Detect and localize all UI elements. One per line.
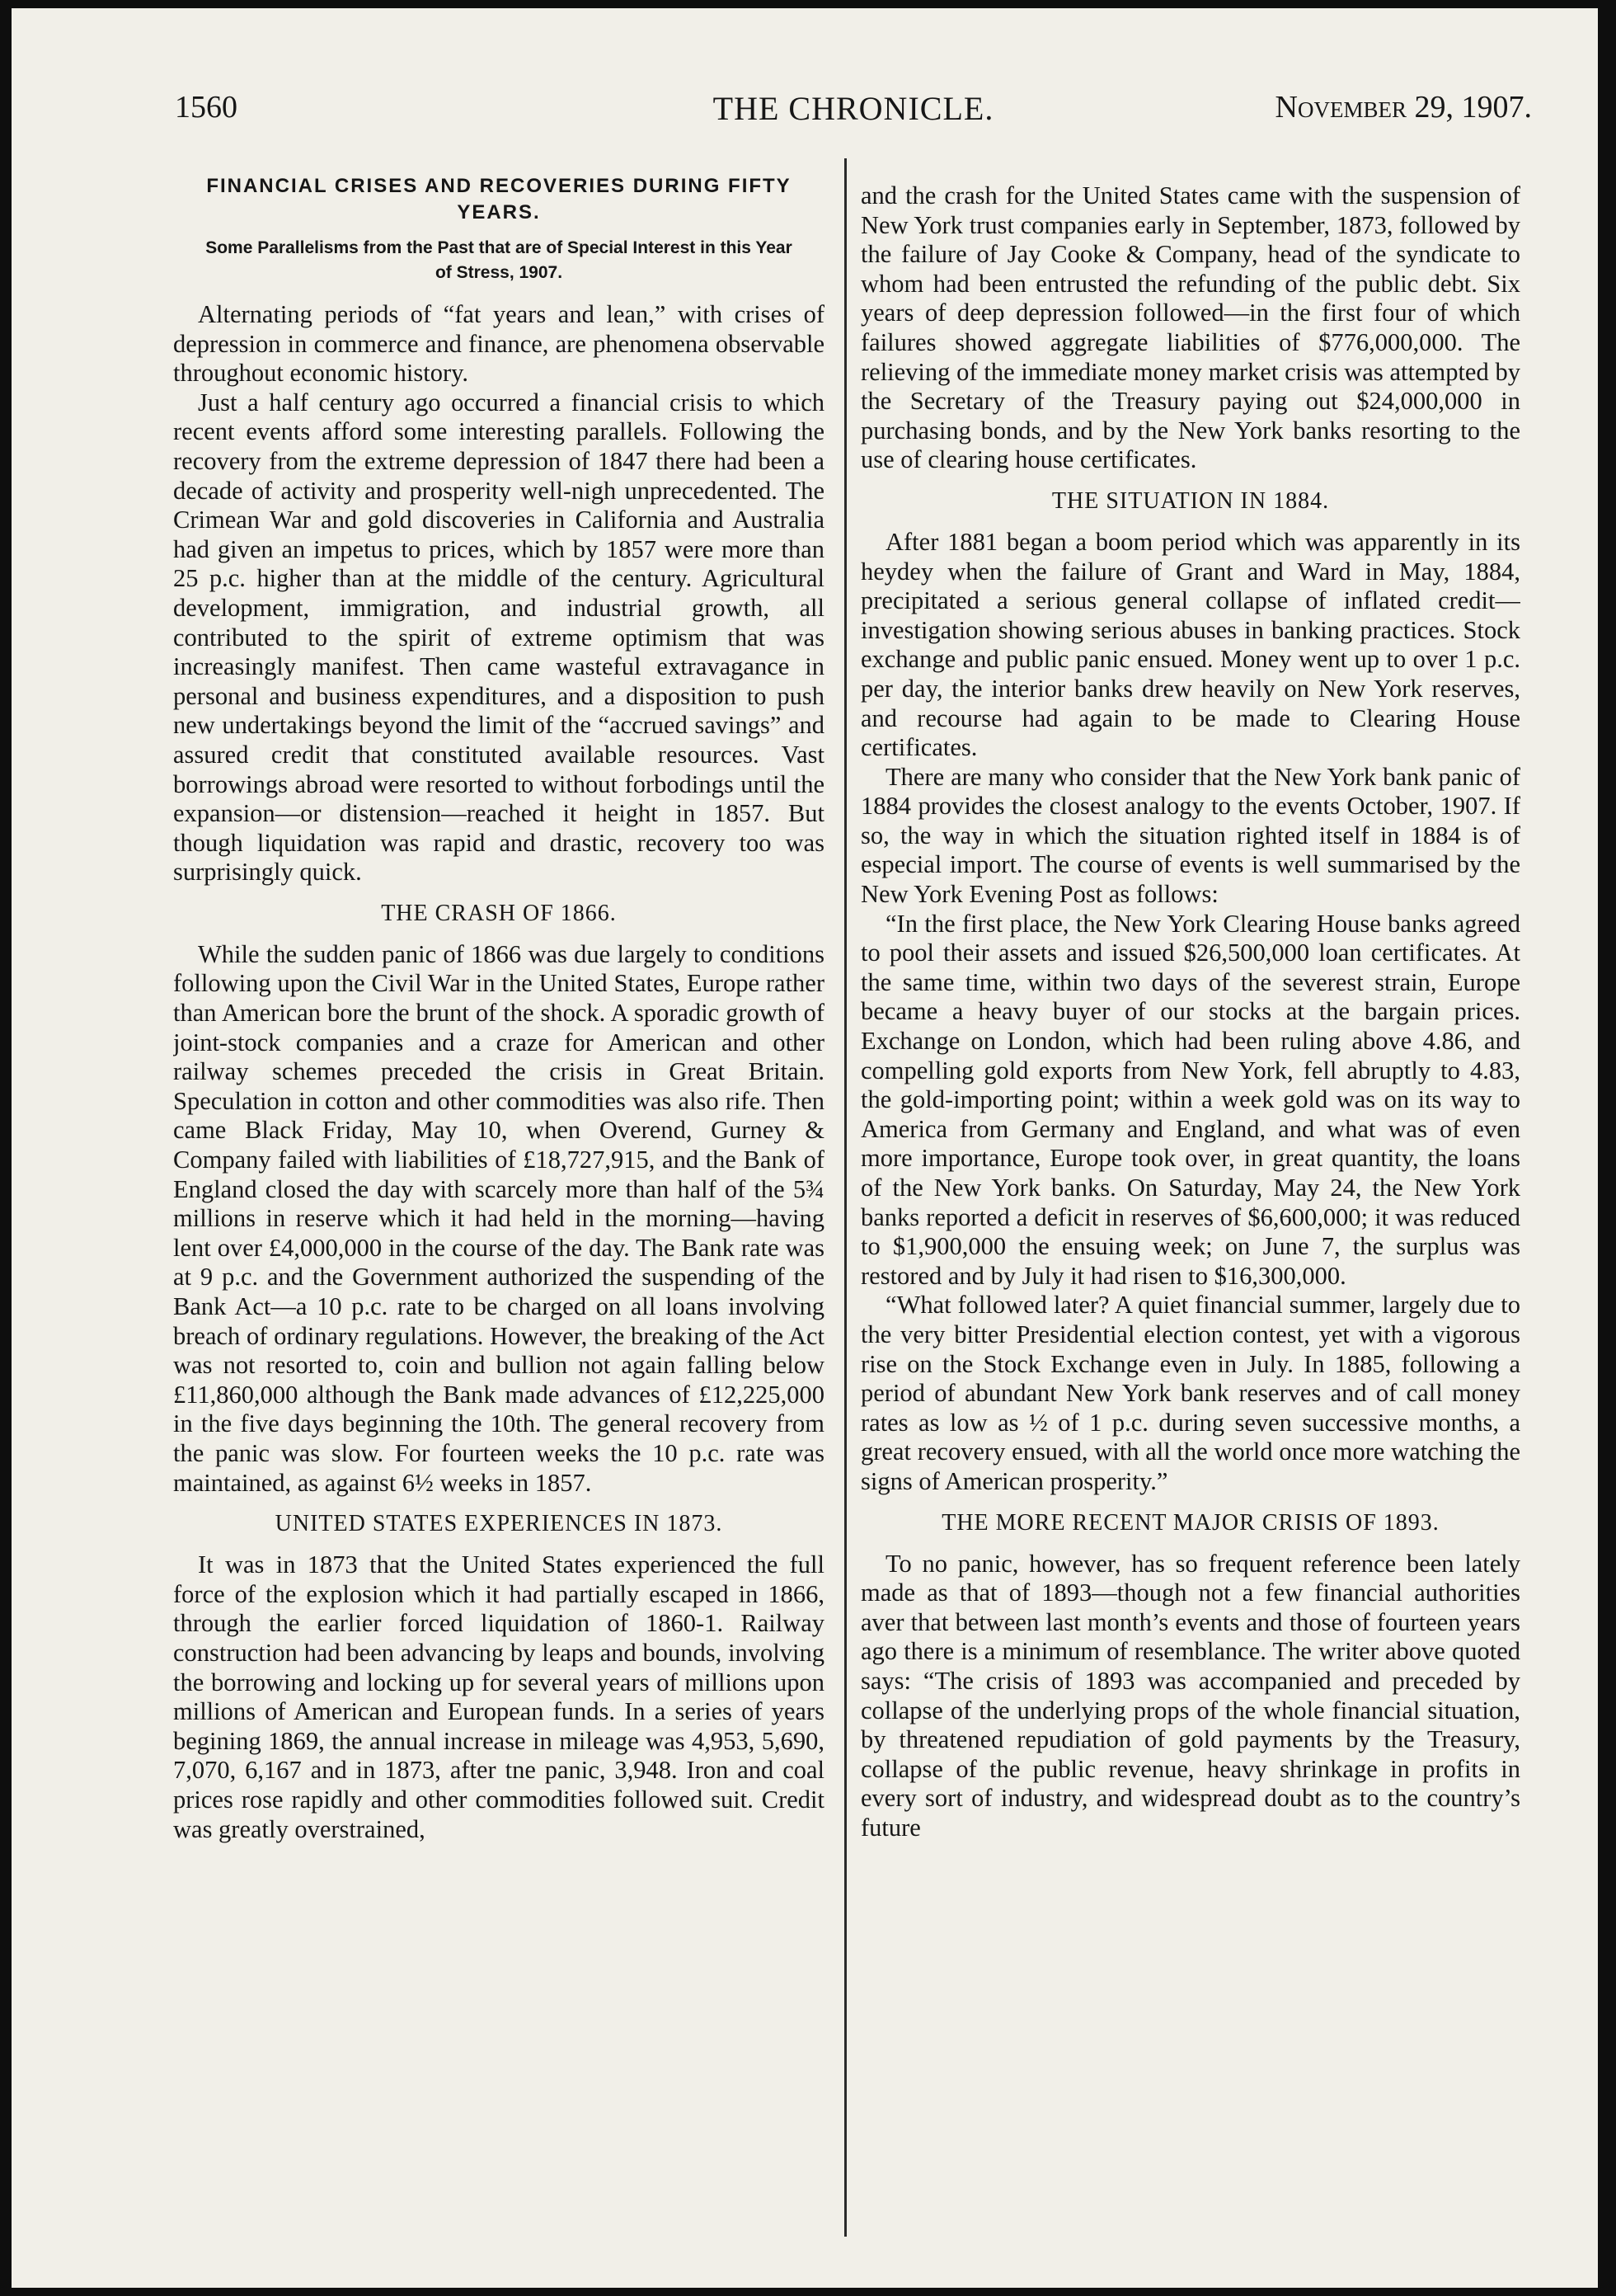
newspaper-page (12, 8, 1598, 2288)
paragraph: There are many who consider that the New York bank panic of 1884 provides the closest analogy to the events October, 1907. If so, the way in which the situation righted itself in 1884 is of especial import. The course of events is well summarised by the New York Evening Post as follows: (861, 762, 1520, 909)
paragraph: After 1881 began a boom period which was apparently in its heydey when the failure of Grant and Ward in May, 1884, precipitated a serious general collapse of inflated credit—investigation showing serious abuses in banking practices. Stock exchange and public panic ensued. Money went up to over 1 p.c. per day, the interior banks drew heavily on New York reserves, and recourse had again to be made to Clearing House certificates. (861, 527, 1520, 762)
paragraph: While the sudden panic of 1866 was due largely to conditions following upon the Civil War in the United States, Europe rather than American bore the brunt of the shock. A sporadic growth of joint-stock companies and a craze for American and other railway schemes preceded the crisis in Great Britain. Speculation in cotton and other commodities was also rife. Then came Black Friday, May 10, when Overend, Gurney & Company failed with liabilities of £18,727,915, and the Bank of England closed the day with scarcely more than half of the 5¾ millions in reserve which it had held in the morning—having lent over £4,000,000 in the course of the day. The Bank rate was at 9 p.c. and the Government authorized the suspending of the Bank Act—a 10 p.c. rate to be charged on all loans involving breach of ordinary regulations. However, the breaking of the Act was not resorted to, coin and bullion not again falling below £11,860,000 although the Bank made advances of £12,225,000 in the five days beginning the 10th. The general recovery from the panic was slow. For fourteen weeks the 10 p.c. rate was maintained, as against 6½ weeks in 1857. (173, 939, 824, 1497)
page-number: 1560 (175, 90, 237, 125)
section-heading: THE SITUATION IN 1884. (1051, 487, 1330, 514)
section-heading: THE MORE RECENT MAJOR CRISIS OF 1893. (942, 1509, 1440, 1536)
paragraph: Just a half century ago occurred a financial crisis to which recent events afford some interesting parallels. Following the recovery from the extreme depression of 1847 there had been a decade of activity and prosperity well-nigh unprecedented. The Crimean War and gold discoveries in California and Australia had given an impetus to prices, which by 1857 were more than 25 p.c. higher than at the middle of the century. Agricultural development, immigration, and industrial growth, all contributed to the spirit of extreme optimism that was increasingly manifest. Then came wasteful extravagance in personal and business expenditures, and a disposition to push new undertakings beyond the limit of the “accrued savings” and assured credit that constituted available resources. Vast borrowings abroad were resorted to without forbodings until the expansion—or distension—reached it height in 1857. But though liquidation was rapid and drastic, recovery too was surprisingly quick. (173, 388, 824, 887)
column-rule (844, 158, 847, 2237)
left-column (173, 172, 824, 2250)
paragraph: It was in 1873 that the United States experienced the full force of the explosion which it had partially escaped in 1866, through the earlier forced liquidation of 1860-1. Railway construction had been advancing by leaps and bounds, involving the borrowing and locking up for several years of millions upon millions of American and European funds. In a series of years begining 1869, the annual increase in mileage was 4,953, 5,690, 7,070, 6,167 and in 1873, after tne panic, 3,948. Iron and coal prices rose rapidly and other commodities followed suit. Credit was greatly overstrained, (173, 1550, 824, 1843)
section-heading: THE CRASH OF 1866. (381, 900, 617, 926)
journal-title: THE CHRONICLE. (712, 90, 994, 127)
article-subhead: Some Parallelisms from the Past that are of Special Interest in this Year of Stress, 1907. (205, 238, 792, 282)
running-head (175, 89, 1532, 135)
paragraph: Alternating periods of “fat years and lean,” with crises of depression in commerce and finance, are phenomena observable throughout economic history. (173, 300, 824, 388)
right-column (861, 181, 1520, 2260)
paragraph: and the crash for the United States came with the suspension of New York trust companies early in September, 1873, followed by the failure of Jay Cooke & Company, head of the syndicate to whom had been entrusted the refunding of the public debt. Six years of deep depression followed—in the first four of which failures showed aggregate liabilities of $776,000,000. The relieving of the immediate money market crisis was attempted by the Secretary of the Treasury paying out $24,000,000 in purchasing bonds, and by the New York banks resorting to the use of clearing house certificates. (861, 181, 1520, 474)
quoted-passage (861, 910, 1520, 1497)
paragraph: “In the first place, the New York Clearing House banks agreed to pool their assets and issued $26,500,000 loan certificates. At the same time, within two days of the severest strain, Europe became a heavy buyer of our stocks at the bargain prices. Exchange on London, which had been ruling above 4.86, and compelling gold exports from New York, fell abruptly to 4.83, the gold-importing point; within a week gold was on its way to America from Germany and England, and what was of even more importance, Europe took over, in great quantity, the loans of the New York banks. On Saturday, May 24, the New York banks reported a deficit in reserves of $6,600,000; it was reduced to $1,900,000 the ensuing week; on June 7, the surplus was restored and by July it had risen to $16,300,000. (861, 909, 1520, 1290)
section-heading: UNITED STATES EXPERIENCES IN 1873. (275, 1511, 723, 1537)
article-headline: FINANCIAL CRISES AND RECOVERIES DURING FIFTY YEARS. (206, 175, 792, 223)
issue-date: November 29, 1907. (1275, 90, 1532, 125)
paragraph: “What followed later? A quiet financial summer, largely due to the very bitter Presidential election contest, yet with a vigorous rise on the Stock Exchange even in July. In 1885, following a period of abundant New York bank reserves and of call money rates as low as ½ of 1 p.c. during seven successive months, a great recovery ensued, with all the world once more watching the signs of American prosperity.” (861, 1291, 1520, 1495)
paragraph: To no panic, however, has so frequent reference been lately made as that of 1893—though not a few financial authorities aver that between last month’s events and those of fourteen years ago there is a minimum of resemblance. The writer above quoted says: “The crisis of 1893 was accompanied and preceded by collapse of the underlying props of the whole financial situation, by threatened repudiation of gold payments by the Treasury, collapse of the public revenue, heavy shrinkage in profits in every sort of industry, and widespread doubt as to the country’s future (861, 1549, 1520, 1842)
